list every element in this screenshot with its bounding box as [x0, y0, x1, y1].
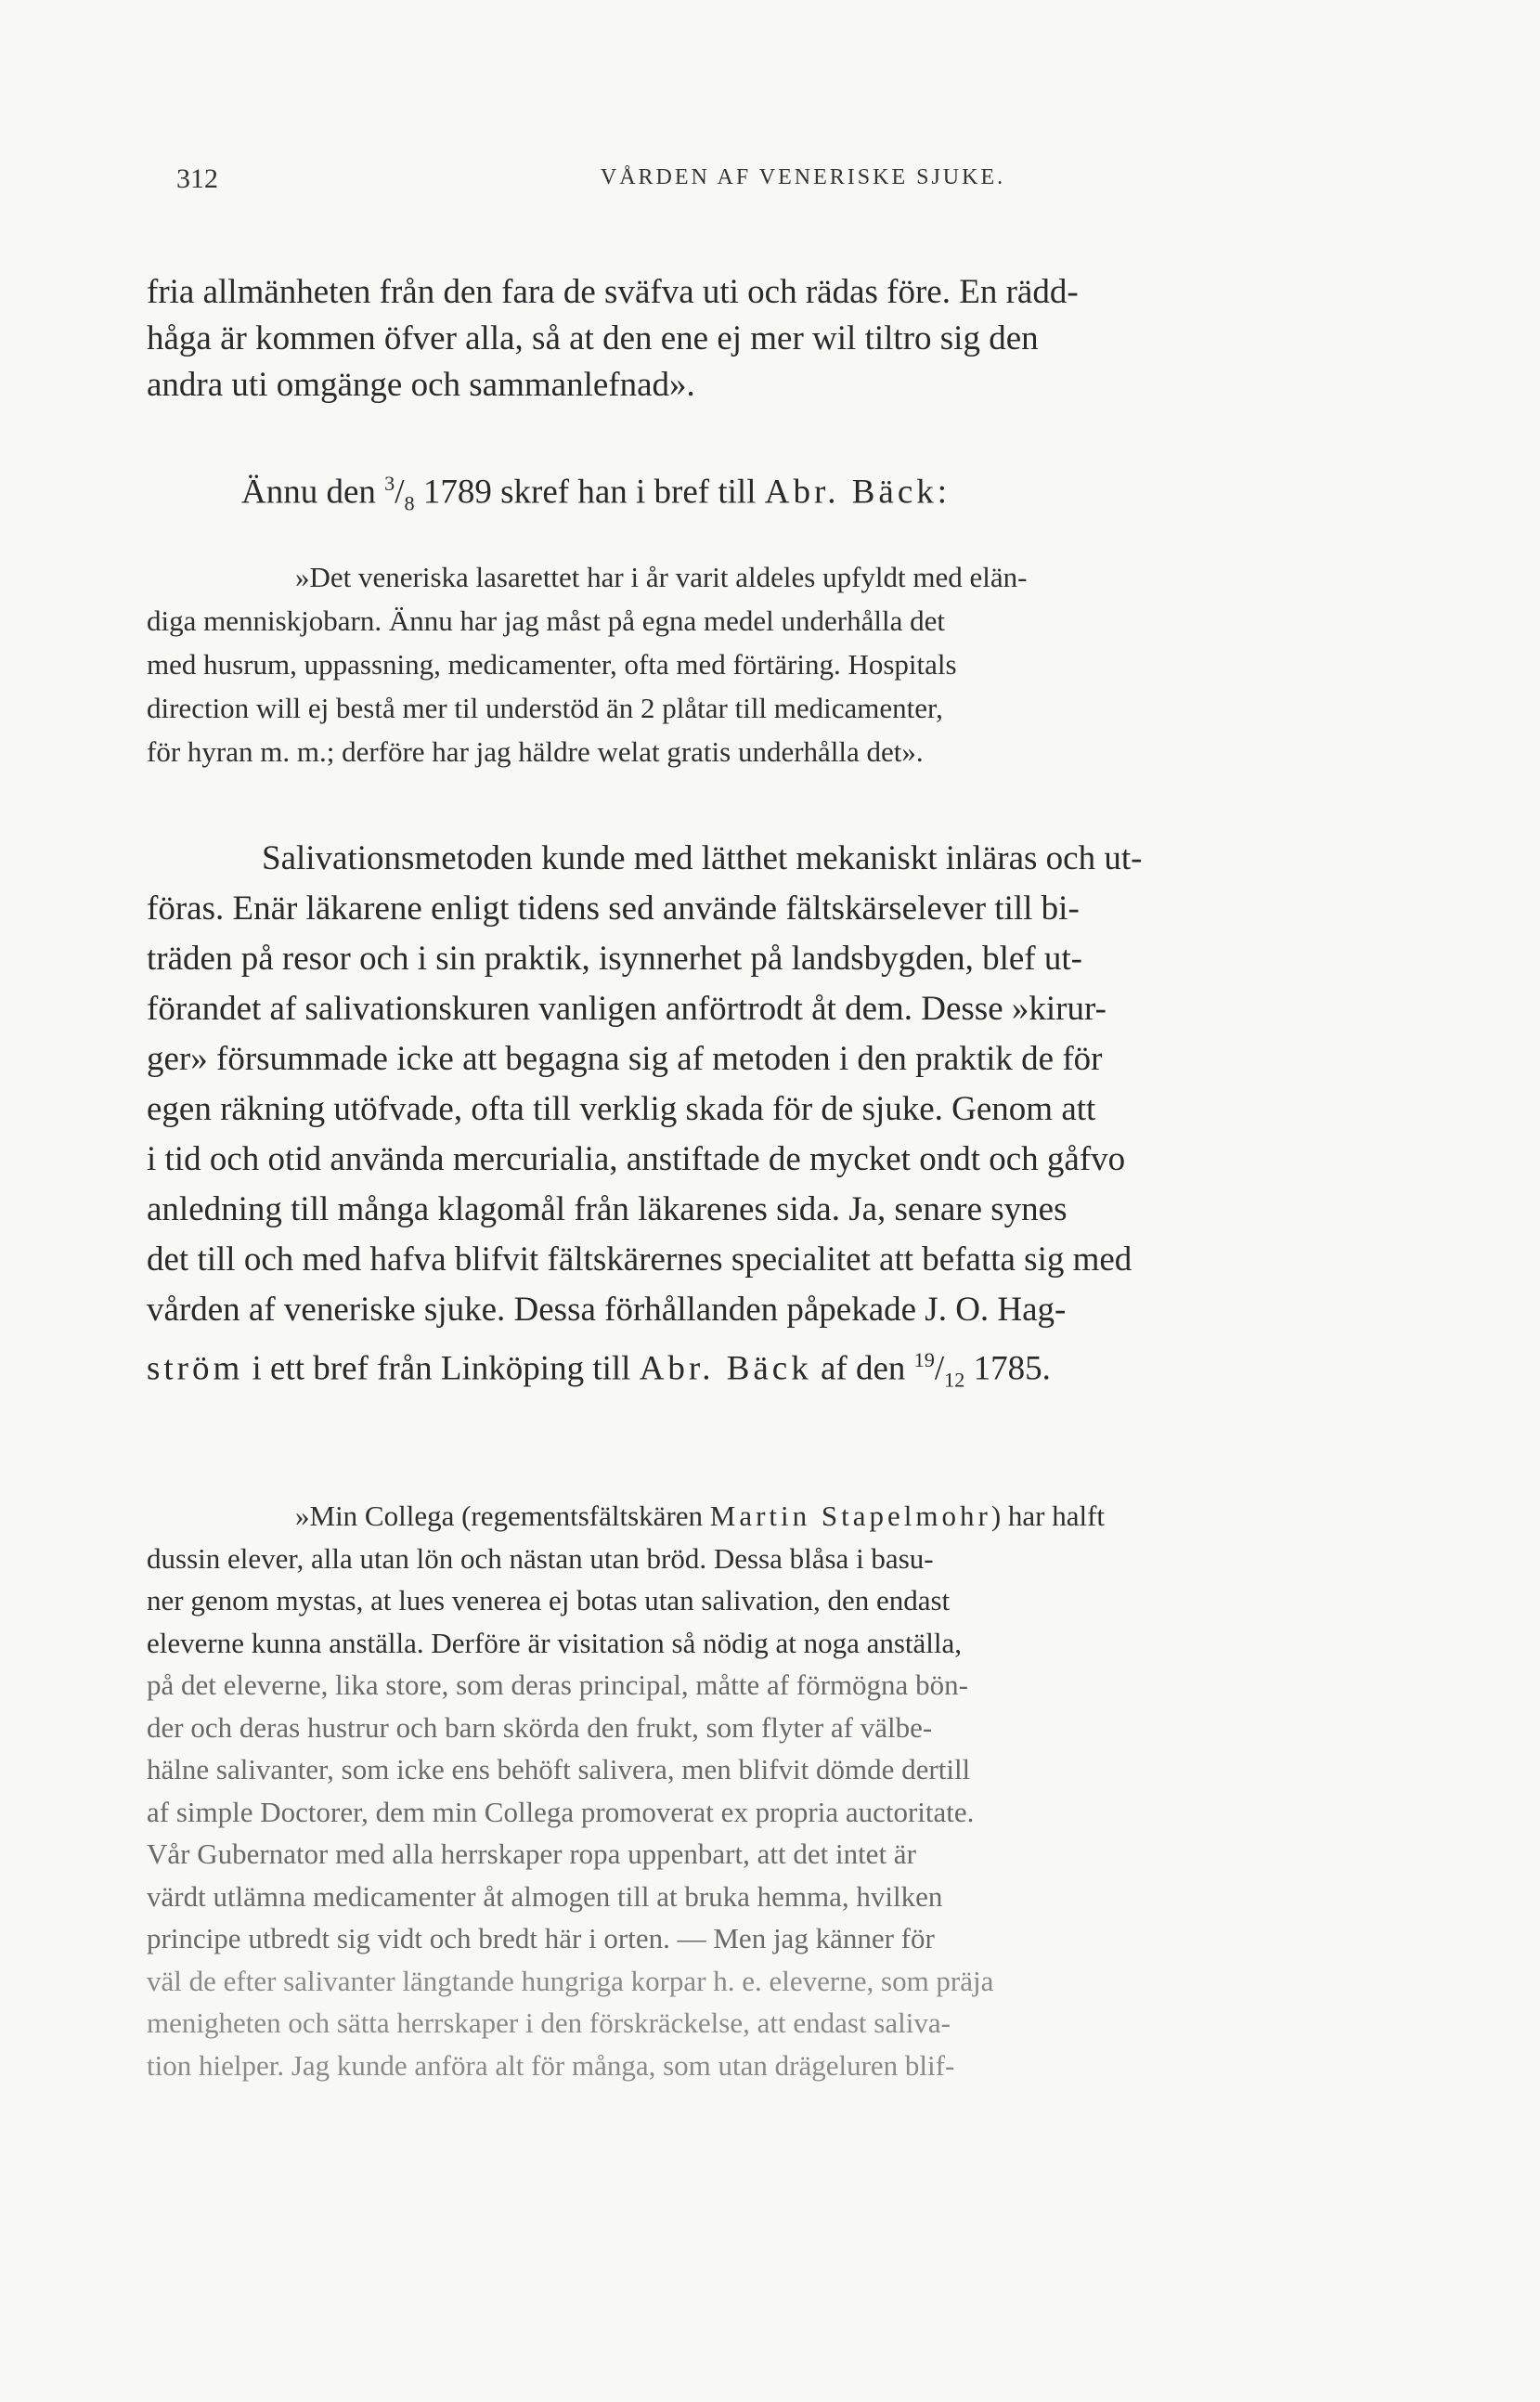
text-line: andra uti omgänge och sammanlefnad». [147, 366, 695, 404]
person-name: Martin Stapelmohr [709, 1500, 991, 1532]
running-title: VÅRDEN AF VENERISKE SJUKE. [600, 165, 1006, 189]
text-line: diga menniskjobarn. Ännu har jag måst på egna medel underhålla det [147, 604, 945, 637]
text-line: Salivationsmetoden kunde med lätthet mekaniskt inläras och ut- [262, 839, 1143, 877]
text-line: träden på resor och i sin praktik, isynnerhet på landsbygden, blef ut- [147, 940, 1082, 978]
text-line [147, 1495, 1391, 1538]
text-line: anledning till många klagomål från läkarenes sida. Ja, senare synes [147, 1190, 1068, 1228]
text-line: ner genom mystas, at lues venerea ej botas utan salivation, den endast [147, 1584, 951, 1616]
date-denominator: 8 [404, 491, 415, 515]
text-line: fria allmänheten från den fara de sväfva uti och rädas före. En rädd- [147, 273, 1079, 311]
date-denominator: 12 [944, 1368, 965, 1392]
quote-block-collega [147, 1495, 1391, 2086]
text-line: ger» försummade icke att begagna sig af metoden i den praktik de för [147, 1040, 1103, 1078]
page-number: 312 [176, 163, 218, 194]
text-line: håga är kommen öfver alla, så at den ene ej mer wil tiltro sig den [147, 319, 1039, 357]
text-suffix: ) har halft [990, 1500, 1106, 1532]
text-line: hälne salivanter, som icke ens behöft salivera, men blifvit dömde dertill [147, 1753, 971, 1785]
text-line: för hyran m. m.; derföre har jag häldre welat gratis underhålla det». [147, 735, 924, 768]
text-pre-date: af den [811, 1349, 914, 1388]
quote-block-lasarett [147, 555, 1391, 773]
text-year: 1789 skref han i bref till [414, 473, 765, 512]
text-year: 1785. [964, 1349, 1051, 1388]
text-line: med husrum, uppassning, medicamenter, ofta med förtäring. Hospitals [147, 648, 957, 681]
text-line: på det eleverne, lika store, som deras principal, måtte af förmögna bön- [147, 1668, 968, 1701]
person-name: ström [147, 1349, 244, 1388]
date-numerator: 3 [384, 472, 395, 495]
person-name: Abr. Bäck [764, 473, 938, 512]
text-suffix: : [937, 473, 948, 512]
text-line: Ännu den $^3/_8$ 1789 skref han i bref till Abr. Bäck: [241, 472, 948, 515]
page-header [176, 163, 1430, 201]
quote-continuation [147, 269, 1391, 409]
text-line: »Det veneriska lasarettet har i år varit aldeles upfyldt med elän- [295, 561, 1028, 593]
text-line: i tid och otid använda mercurialia, anstiftade de mycket ondt och gåfvo [147, 1140, 1126, 1178]
text-line: väl de efter salivanter längtande hungriga korpar h. e. eleverne, som präja [147, 1964, 994, 1997]
text-line: dussin elever, alla utan lön och nästan utan bröd. Dessa blåsa i basu- [147, 1541, 934, 1575]
paragraph-intro-letter [241, 461, 1485, 527]
date-numerator: 19 [913, 1348, 935, 1371]
text-line: vården af veneriske sjuke. Dessa förhållanden påpekade J. O. Hag- [147, 1291, 1067, 1329]
text-middle: i ett bref från Linköping till [243, 1349, 640, 1388]
text-line: det till och med hafva blifvit fältskärernes specialitet att befatta sig med [147, 1240, 1132, 1279]
text-line: värdt utlämna medicamenter åt almogen till at bruka hemma, hvilken [147, 1879, 943, 1913]
text-prefix: »Min Collega (regementsfältskären [295, 1500, 710, 1532]
person-name: Abr. Bäck [639, 1349, 812, 1388]
text-line: förandet af salivationskuren vanligen anförtrodt åt dem. Desse »kirur- [147, 990, 1106, 1028]
text-line: eleverne kunna anställa. Derföre är visitation så nödig at noga anställa, [147, 1626, 963, 1659]
text-line: ström i ett bref från Linköping till Abr. Bäck af den $^{19}/_{12}$ 1785. [147, 1348, 1051, 1392]
text-line: tion hielper. Jag kunde anföra alt för många, som utan drägeluren blif- [147, 2048, 955, 2082]
text-line: menigheten och sätta herrskaper i den förskräckelse, att endast saliva- [147, 2006, 951, 2039]
text-line: föras. Enär läkarene enligt tidens sed använde fältskärselever till bi- [147, 889, 1080, 928]
text-line: af simple Doctorer, dem min Collega promoverat ex propria auctoritate. [147, 1795, 975, 1828]
text-line: direction will ej bestå mer til understöd än 2 plåtar till medicamenter, [147, 692, 943, 724]
text-line: principe utbredt sig vidt och bredt här i orten. — Men jag känner för [147, 1922, 935, 1954]
text-line: Vår Gubernator med alla herrskaper ropa uppenbart, att det intet är [147, 1837, 916, 1870]
text-prefix: Ännu den [241, 473, 385, 512]
paragraph-salivation [147, 834, 1391, 1406]
text-line: der och deras hustrur och barn skörda den frukt, som flyter af välbe- [147, 1710, 933, 1744]
text-line: egen räkning utöfvade, ofta till verklig skada för de sjuke. Genom att [147, 1090, 1096, 1128]
